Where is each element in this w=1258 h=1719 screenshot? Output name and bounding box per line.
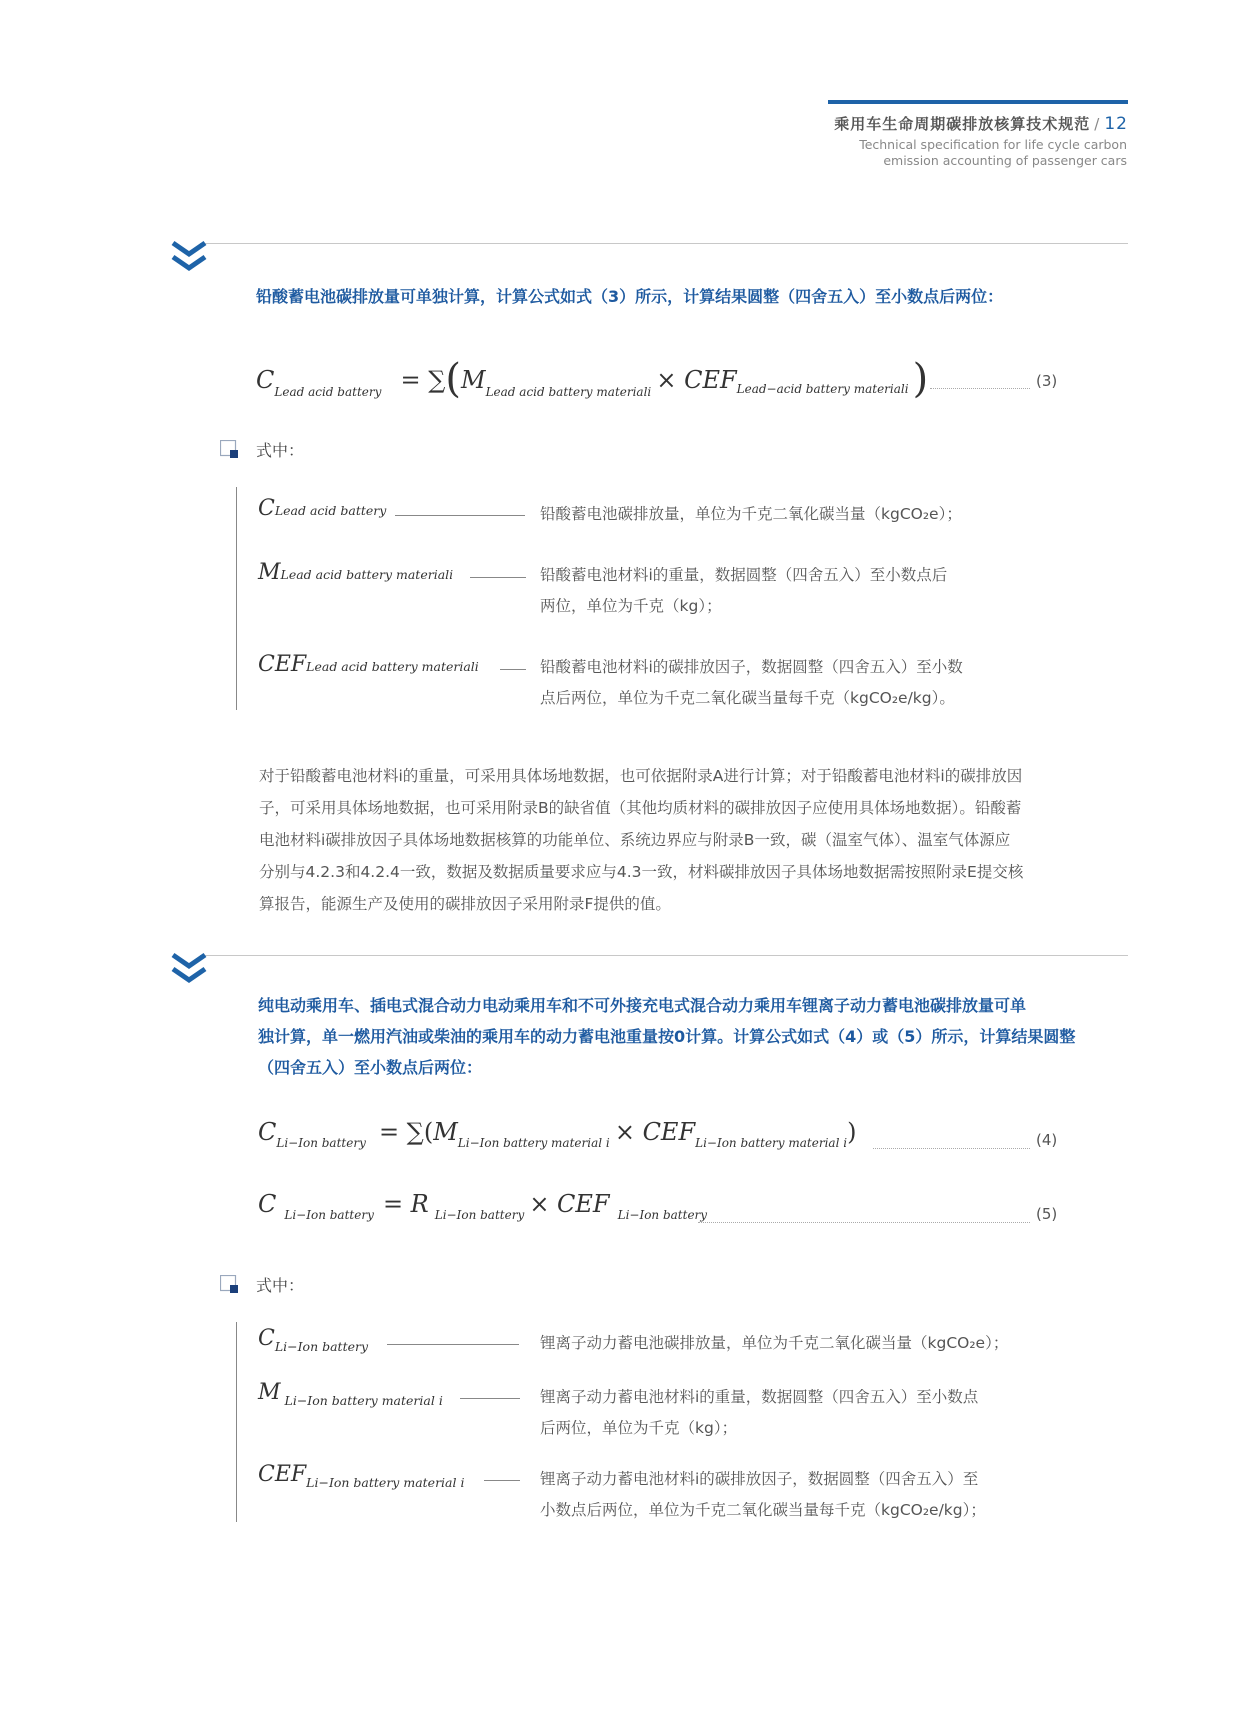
formula5-c: C — [258, 1190, 277, 1218]
formula-5 — [258, 1190, 708, 1222]
section1-lead: 铅酸蓄电池碳排放量可单独计算，计算公式如式（3）所示，计算结果圆整（四舍五入）至小数点后两位： — [256, 287, 1004, 306]
def2-dash — [470, 577, 526, 578]
def4-symbol-sub: Li−Ion battery — [274, 1339, 369, 1354]
double-chevron-down-icon — [170, 952, 208, 986]
def1-desc — [540, 499, 962, 530]
header-accent-bar — [828, 100, 1128, 104]
para-line3: 电池材料i碳排放因子具体场地数据核算的功能单位、系统边界应与附录B一致，碳（温室气体）、温室气体源应 — [259, 831, 1011, 849]
section2-lead — [258, 990, 1075, 1083]
formula-4 — [258, 1118, 857, 1150]
formula5-eq-r: = R — [382, 1190, 429, 1218]
formula5-leader-dots — [698, 1222, 1030, 1223]
section2-where-label: 式中： — [256, 1276, 305, 1295]
def2-desc — [540, 560, 947, 622]
def5-desc — [540, 1382, 978, 1444]
def5-desc-line1: 锂离子动力蓄电池材料i的重量，数据圆整（四舍五入）至小数点 — [540, 1388, 979, 1406]
para-line1: 对于铅酸蓄电池材料i的重量，可采用具体场地数据，也可依据附录A进行计算；对于铅酸蓄电池材料i的碳排放因 — [259, 767, 1023, 785]
def3-desc-line1: 铅酸蓄电池材料i的碳排放因子，数据圆整（四舍五入）至小数 — [540, 658, 963, 676]
formula5-number: (5) — [1036, 1205, 1058, 1223]
def2-symbol-main: M — [258, 560, 281, 585]
square-bullet-icon — [220, 1275, 238, 1293]
header-title-en-line1: Technical specification for life cycle carbon — [859, 137, 1127, 152]
formula4-times-cef: × CEF — [614, 1118, 696, 1146]
formula5-r-sub: Li−Ion battery — [434, 1208, 525, 1222]
formula4-c: C — [258, 1118, 277, 1146]
formula4-lparen: ( — [423, 1118, 434, 1146]
formula-3 — [256, 352, 928, 402]
def6-symbol — [258, 1462, 465, 1490]
def3-symbol-main: CEF — [258, 652, 307, 677]
def5-symbol-main: M — [258, 1380, 281, 1405]
formula5-c-sub: Li−Ion battery — [284, 1208, 374, 1222]
formula4-number: (4) — [1036, 1131, 1058, 1149]
def2-desc-line2: 两位，单位为千克（kg）； — [540, 597, 722, 615]
def5-symbol-sub: Li−Ion battery material i — [284, 1393, 443, 1408]
double-chevron-down-icon — [170, 240, 208, 274]
def1-symbol — [258, 496, 386, 521]
section2-defs-rule — [236, 1322, 237, 1522]
def6-symbol-sub: Li−Ion battery material i — [306, 1475, 465, 1490]
page-number: 12 — [1104, 114, 1128, 134]
formula3-m: M — [460, 366, 486, 394]
def3-desc-line2: 点后两位，单位为千克二氧化碳当量每千克（kgCO₂e/kg）。 — [540, 689, 955, 707]
section2-divider — [200, 955, 1128, 956]
def6-symbol-main: CEF — [258, 1462, 307, 1487]
def6-dash — [484, 1480, 520, 1481]
section2-lead-line1: 纯电动乘用车、插电式混合动力电动乘用车和不可外接充电式混合动力乘用车锂离子动力蓄电池碳排放量可单 — [258, 996, 1027, 1015]
section1-divider — [200, 243, 1128, 244]
def4-dash — [387, 1344, 519, 1345]
def4-desc-line1: 锂离子动力蓄电池碳排放量，单位为千克二氧化碳当量（kgCO₂e）； — [540, 1334, 1009, 1352]
def2-symbol — [258, 560, 453, 585]
formula3-number: (3) — [1036, 372, 1058, 390]
formula3-lparen: ( — [445, 356, 461, 402]
def5-symbol — [258, 1380, 443, 1408]
para-line5: 算报告，能源生产及使用的碳排放因子采用附录F提供的值。 — [259, 895, 671, 913]
def6-desc — [540, 1464, 986, 1526]
def4-symbol — [258, 1326, 369, 1354]
section2-lead-line3: （四舍五入）至小数点后两位： — [258, 1058, 483, 1077]
def5-desc-line2: 后两位，单位为千克（kg）； — [540, 1419, 738, 1437]
def3-symbol — [258, 652, 479, 677]
formula4-leader-dots — [873, 1148, 1030, 1149]
formula4-m: M — [433, 1118, 458, 1146]
header-title — [834, 113, 1128, 134]
header-separator: / — [1094, 115, 1101, 133]
para-line4: 分别与4.2.3和4.2.4一致，数据及数据质量要求应与4.3一致，材料碳排放因子具体场地数据需按照附录E提交核 — [259, 863, 1024, 881]
def2-symbol-sub: Lead acid battery materiali — [280, 567, 454, 582]
formula3-rparen: ) — [912, 356, 929, 402]
formula3-c: C — [256, 366, 275, 394]
def1-dash — [395, 515, 525, 516]
header-title-cn: 乘用车生命周期碳排放核算技术规范 — [834, 115, 1091, 133]
formula4-rparen: ) — [847, 1118, 857, 1146]
section1-paragraph — [259, 760, 1129, 920]
formula4-c-sub: Li−Ion battery — [276, 1136, 366, 1150]
section2-lead-line2: 独计算，单一燃用汽油或柴油的乘用车的动力蓄电池重量按0计算。计算公式如式（4）或（5）所示，计算结果圆整 — [258, 1027, 1076, 1046]
section1-defs-rule — [236, 487, 237, 710]
header-title-en — [859, 137, 1127, 169]
formula3-c-sub: Lead acid battery — [274, 385, 382, 399]
def1-symbol-main: C — [258, 496, 275, 521]
para-line2: 子，可采用具体场地数据，也可采用附录B的缺省值（其他均质材料的碳排放因子应使用具体场地数据）。铅酸蓄 — [259, 799, 1022, 817]
def2-desc-line1: 铅酸蓄电池材料i的重量，数据圆整（四舍五入）至小数点后 — [540, 566, 948, 584]
def1-desc-line1: 铅酸蓄电池碳排放量，单位为千克二氧化碳当量（kgCO₂e）； — [540, 505, 962, 523]
def3-dash — [500, 669, 526, 670]
formula3-times-cef: × CEF — [656, 366, 737, 394]
section1-where-label: 式中： — [256, 441, 305, 460]
def6-desc-line2: 小数点后两位，单位为千克二氧化碳当量每千克（kgCO₂e/kg）； — [540, 1501, 986, 1519]
def1-symbol-sub: Lead acid battery — [274, 503, 387, 518]
def4-desc — [540, 1328, 1008, 1359]
formula3-eq-sum: = ∑ — [400, 366, 446, 394]
formula5-times-cef: × CEF — [529, 1190, 610, 1218]
formula4-m-sub: Li−Ion battery material i — [457, 1136, 610, 1150]
def3-symbol-sub: Lead acid battery materiali — [306, 659, 479, 674]
def3-desc — [540, 652, 963, 714]
formula3-leader-dots — [930, 388, 1030, 389]
formula4-eq-sum: = ∑ — [378, 1118, 424, 1146]
formula3-cef-sub: Lead−acid battery materiali — [736, 382, 909, 396]
header-title-en-line2: emission accounting of passenger cars — [883, 153, 1127, 168]
def6-desc-line1: 锂离子动力蓄电池材料i的碳排放因子，数据圆整（四舍五入）至 — [540, 1470, 979, 1488]
def5-dash — [460, 1398, 520, 1399]
formula3-m-sub: Lead acid battery materiali — [485, 385, 652, 399]
formula5-cef-sub: Li−Ion battery — [617, 1208, 708, 1222]
square-bullet-icon — [220, 440, 238, 458]
def4-symbol-main: C — [258, 1326, 275, 1351]
formula4-cef-sub: Li−Ion battery material i — [695, 1136, 848, 1150]
